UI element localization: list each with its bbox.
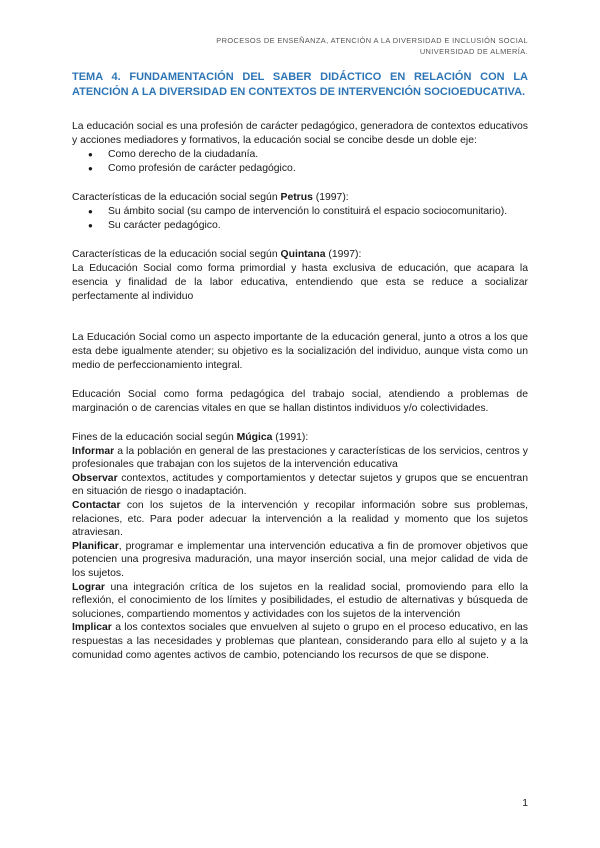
author-name: Quintana xyxy=(280,249,326,260)
mugica-item: Lograr una integración crítica de los sujetos en la realidad social, promoviendo para ello la reflexión, el conocimiento de los límites y posibilidades, el estudio de alternativas y búsqueda de soluciones, compartiendo momentos y actividades con los sujetos de la intervención xyxy=(72,581,528,620)
petrus-heading: Características de la educación social según Petrus (1997): xyxy=(72,192,349,203)
quintana-paragraph: La Educación Social como forma primordial y hasta exclusiva de educación, que acapara la esencia y finalidad de la labor educativa, entendiendo que esta se reduce a socializar perfectamente al individuo xyxy=(72,263,528,302)
intro-bullet-list xyxy=(72,148,528,176)
author-name: Petrus xyxy=(280,192,313,203)
mugica-item: Planificar, programar e implementar una intervención educativa a fin de promover objetivos que potencien una progresiva maduración, una mayor inserción social, una mejor calidad de vida de los sujetos. xyxy=(72,540,528,579)
mugica-item: Contactar con los sujetos de la intervención y recopilar información sobre sus problemas, relaciones, etc. Para poder adecuar la intervención a la realidad y momento que los sujetos atraviesan. xyxy=(72,499,528,539)
intro-paragraph: La educación social es una profesión de carácter pedagógico, generadora de contextos educativos y acciones mediadores y formativos, la educación social se concibe desde un doble eje: xyxy=(72,121,528,146)
list-item: ● Su carácter pedagógico. xyxy=(88,219,528,233)
mugica-item: Implicar a los contextos sociales que envuelven al sujeto o grupo en el proceso educativo, en las respuestas a las necesidades y problemas que plantean, considerando para ello al sujeto y a la comunidad como agentes activos de cambio, potenciando los recursos de que se dispone. xyxy=(72,622,528,661)
petrus-bullet-list xyxy=(72,205,528,233)
page-number: 1 xyxy=(522,798,528,809)
item-term: Lograr xyxy=(72,581,105,593)
item-term: Planificar xyxy=(72,540,119,552)
mugica-section xyxy=(72,431,528,662)
header-university: UNIVERSIDAD DE ALMERÍA. xyxy=(419,46,528,56)
quintana-paragraph: Educación Social como forma pedagógica del trabajo social, atendiendo a problemas de marginación o de carencias vitales en que se hallan distintos individuos y/o colectividades. xyxy=(72,389,528,414)
quintana-paragraph: La Educación Social como un aspecto importante de la educación general, junto a otros a los que esta debe igualmente atender; su objetivo es la socialización del individuo, aunque vista como un medio de perfeccionamiento integral. xyxy=(72,332,528,371)
author-name: Múgica xyxy=(236,432,273,443)
mugica-heading: Fines de la educación social según Múgica (1991): xyxy=(72,432,309,443)
section-title: TEMA 4. FUNDAMENTACIÓN DEL SABER DIDÁCTICO EN RELACIÓN CON LA ATENCIÓN A LA DIVERSIDAD EN CONTEXTOS DE INTERVENCIÓN SOCIOEDUCATIVA. xyxy=(72,71,528,98)
item-term: Observar xyxy=(72,472,118,484)
mugica-item: Observar contextos, actitudes y comportamientos y detectar sujetos y grupos que se encuentran en situación de riesgo o inadaptación. xyxy=(72,472,528,498)
document-body xyxy=(72,70,528,662)
item-term: Implicar xyxy=(72,622,112,634)
list-item: ● Como derecho de la ciudadanía. xyxy=(88,148,528,162)
list-item: ● Como profesión de carácter pedagógico. xyxy=(88,162,528,176)
list-item: ● Su ámbito social (su campo de intervención lo constituirá el espacio sociocomunitario). xyxy=(88,205,528,219)
item-term: Informar xyxy=(72,445,115,457)
mugica-item: Informar a la población en general de las prestaciones y características de los servicios, centros y profesionales que trabajan con los sujetos de la intervención educativa xyxy=(72,445,528,471)
running-header xyxy=(216,36,528,57)
header-course-title: PROCESOS DE ENSEÑANZA, ATENCIÓN A LA DIVERSIDAD E INCLUSIÓN SOCIAL xyxy=(216,36,528,45)
item-term: Contactar xyxy=(72,499,121,511)
quintana-heading: Características de la educación social según Quintana (1997): xyxy=(72,249,362,260)
